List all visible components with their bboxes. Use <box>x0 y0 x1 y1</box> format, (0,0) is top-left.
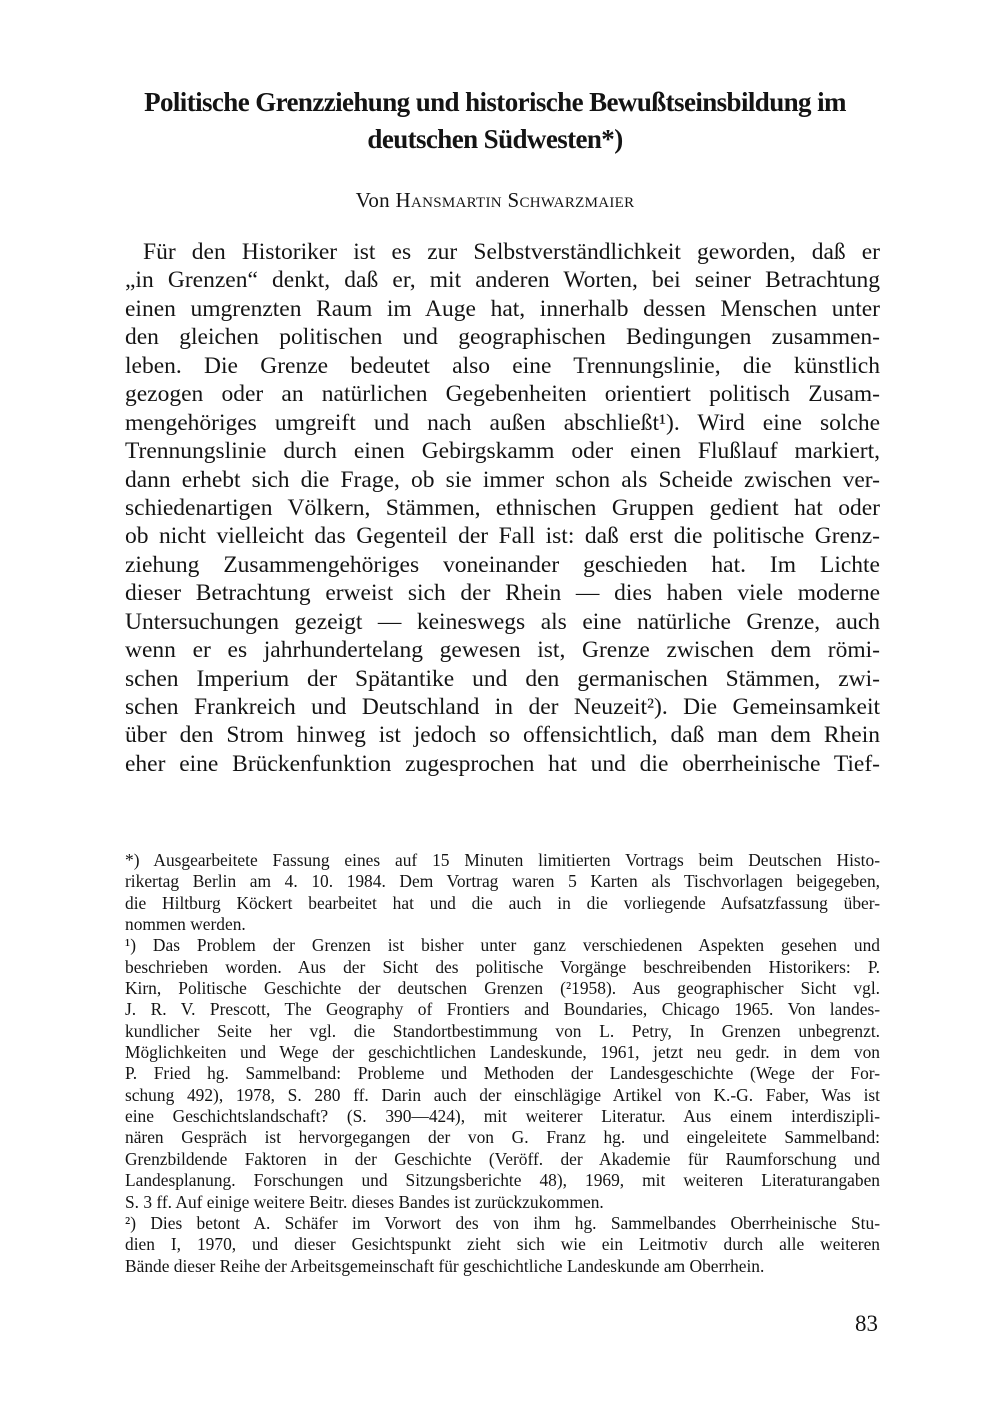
body-line: mengehöriges umgreift und nach außen abschließt¹). Wird eine solche <box>125 409 880 436</box>
footnote-line: kundlicher Seite her vgl. die Standortbestimmung von L. Petry, In Grenzen unbegrenzt. <box>125 1020 880 1041</box>
footnote-line: J. R. V. Prescott, The Geography of Frontiers and Boundaries, Chicago 1965. Von landes- <box>125 999 880 1020</box>
body-line: Für den Historiker ist es zur Selbstverständlichkeit geworden, daß er <box>143 239 880 265</box>
body-line: dieser Betrachtung erweist sich der Rhein — dies haben viele moderne <box>125 580 880 607</box>
footnote-line: ¹) Das Problem der Grenzen ist bisher unter ganz verschiedenen Aspekten gesehen und <box>125 935 880 956</box>
footnote-star <box>125 850 880 935</box>
footnote-1 <box>125 935 880 1212</box>
body-line: „in Grenzen“ denkt, daß er, mit anderen Worten, bei seiner Betrachtung <box>125 267 880 294</box>
body-line: ziehung Zusammengehöriges voneinander geschieden hat. Im Lichte <box>125 551 880 578</box>
footnote-2 <box>125 1213 880 1277</box>
body-line: Trennungslinie durch einen Gebirgskamm oder einen Flußlauf markiert, <box>125 438 880 465</box>
body-line: schen Imperium der Spätantike und den germanischen Stämmen, zwi- <box>125 665 880 692</box>
body-line: über den Strom hinweg ist jedoch so offensichtlich, daß man dem Rhein <box>125 722 880 749</box>
footnote-line: Möglichkeiten und Wege der geschichtlichen Landeskunde, 1961, jetzt neu gedr. in dem von <box>125 1042 880 1063</box>
body-line: schen Frankreich und Deutschland in der Neuzeit²). Die Gemeinsamkeit <box>125 694 880 720</box>
body-line: leben. Die Grenze bedeutet also eine Trennungslinie, die künstlich <box>125 352 880 379</box>
footnote-line: die Hiltburg Köckert bearbeitet hat und die auch in die vorliegende Aufsatzfassung über- <box>125 892 880 913</box>
footnote-line: schung 492), 1978, S. 280 ff. Darin auch der einschlägige Artikel von K.-G. Faber, Was ist <box>125 1084 880 1105</box>
body-line: wenn er es jahrhundertelang gewesen ist, Grenze zwischen dem römi- <box>125 637 880 664</box>
footnote-line: Grenzbildende Faktoren in der Geschichte (Veröff. der Akademie für Raumforschung und <box>125 1148 880 1169</box>
body-line: eher eine Brückenfunktion zugesprochen hat und die oberrheinische Tief- <box>125 750 880 777</box>
body-line: einen umgrenzten Raum im Auge hat, innerhalb dessen Menschen unter <box>125 295 880 322</box>
article-title <box>100 84 890 158</box>
author-name: Hansmartin Schwarzmaier <box>395 188 635 212</box>
footnote-line: Landesplanung. Forschungen und Sitzungsberichte 48), 1969, mit weiteren Literaturangaben <box>125 1170 880 1191</box>
body-line: gezogen oder an natürlichen Gegebenheiten orientiert politisch Zusam- <box>125 381 880 408</box>
footnote-line: S. 3 ff. Auf einige weitere Beitr. dieses Bandes ist zurückzukommen. <box>125 1191 604 1212</box>
footnote-line: *) Ausgearbeitete Fassung eines auf 15 Minuten limitierten Vortrags beim Deutschen Histo- <box>125 850 880 870</box>
body-line: ob nicht vielleicht das Gegenteil der Fall ist: daß erst die politische Grenz- <box>125 523 880 550</box>
body-line: dann erhebt sich die Frage, ob sie immer schon als Scheide zwischen ver- <box>125 466 880 493</box>
footnote-line: Kirn, Politische Geschichte der deutschen Grenzen (²1958). Aus geographischer Sicht vgl. <box>125 978 880 999</box>
footnote-line: Bände dieser Reihe der Arbeitsgemeinschaft für geschichtliche Landeskunde am Oberrhein. <box>125 1255 765 1276</box>
body-line: Untersuchungen gezeigt — keineswegs als eine natürliche Grenze, auch <box>125 608 880 635</box>
body-paragraph <box>125 238 880 778</box>
footnote-line: eine Geschichtslandschaft? (S. 390—424), mit weiterer Literatur. Aus einem interdiszipli- <box>125 1106 880 1127</box>
author-byline <box>100 187 890 213</box>
footnote-line: nären Gespräch ist hervorgegangen der von G. Franz hg. und eingeleitete Sammelband: <box>125 1127 880 1148</box>
footnote-line: ²) Dies betont A. Schäfer im Vorwort des von ihm hg. Sammelbandes Oberrheinische Stu- <box>125 1212 880 1233</box>
article-title-line-2: deutschen Südwesten*) <box>367 124 623 154</box>
body-line: schiedenartigen Völkern, Stämmen, ethnischen Gruppen gedient hat oder <box>125 494 880 521</box>
footnotes <box>125 850 880 1277</box>
body-line: den gleichen politischen und geographischen Bedingungen zusammen- <box>125 324 880 351</box>
article-title-line-1: Politische Grenzziehung und historische Bewußtseinsbildung im <box>144 87 846 117</box>
footnote-line: beschrieben worden. Aus der Sicht des politische Vorgänge beschreibenden Historikers: P. <box>125 956 880 977</box>
footnote-line: dien I, 1970, und dieser Gesichtspunkt zieht sich wie ein Leitmotiv durch alle weiteren <box>125 1234 880 1255</box>
author-prefix: Von <box>355 188 390 212</box>
footnote-line: P. Fried hg. Sammelband: Probleme und Methoden der Landesgeschichte (Wege der For- <box>125 1063 880 1084</box>
footnote-line: nommen werden. <box>125 914 246 935</box>
page-number: 83 <box>855 1311 878 1336</box>
footnote-line: rikertag Berlin am 4. 10. 1984. Dem Vortrag waren 5 Karten als Tischvorlagen beigegeben, <box>125 871 880 892</box>
